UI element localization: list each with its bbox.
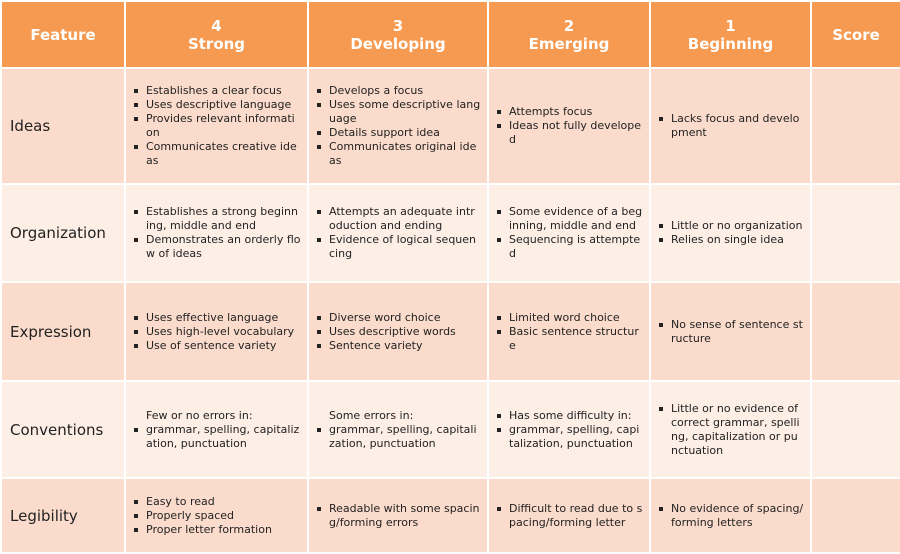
- criterion: Little or no evidence of correct grammar, spelling, capitalization or punctuation: [659, 402, 804, 458]
- level-name: Emerging: [528, 34, 610, 53]
- criterion: Relies on single idea: [659, 233, 804, 247]
- criterion: Difficult to read due to spacing/forming letter: [497, 502, 643, 530]
- criteria-cell: [125, 68, 308, 184]
- score-cell[interactable]: [811, 282, 900, 381]
- level-number: 2: [563, 16, 575, 35]
- criteria-cell: [125, 184, 308, 282]
- criterion: Easy to read: [134, 495, 301, 509]
- criterion-lead: Few or no errors in:: [146, 408, 253, 422]
- criteria-cell: [125, 381, 308, 478]
- criterion: Attempts an adequate introduction and ending: [317, 205, 481, 233]
- criteria-cell: [650, 184, 811, 282]
- criterion: Sequencing is attempted: [497, 233, 643, 261]
- criterion: Properly spaced: [134, 509, 301, 523]
- criterion: Basic sentence structure: [497, 325, 643, 353]
- criterion-lead: Some errors in:: [329, 408, 414, 422]
- criterion: Details support idea: [317, 126, 481, 140]
- level-name: Beginning: [687, 34, 774, 53]
- criterion: Attempts focus: [497, 105, 643, 119]
- criterion: Uses descriptive language: [134, 98, 301, 112]
- criterion: Uses some descriptive language: [317, 98, 481, 126]
- criterion: Limited word choice: [497, 311, 643, 325]
- feature-label: Ideas: [1, 68, 125, 184]
- criteria-cell: [308, 68, 488, 184]
- criteria-cell: [488, 478, 650, 553]
- rubric-row-conventions: [1, 381, 900, 478]
- criteria-cell: [650, 478, 811, 553]
- criterion: Some evidence of a beginning, middle and end: [497, 205, 643, 233]
- criteria-cell: [650, 381, 811, 478]
- criterion: Uses descriptive words: [317, 325, 481, 339]
- criterion: Lacks focus and development: [659, 112, 804, 140]
- criterion: Ideas not fully developed: [497, 119, 643, 147]
- score-cell[interactable]: [811, 381, 900, 478]
- rubric-row-legibility: [1, 478, 900, 553]
- rubric-row-organization: [1, 184, 900, 282]
- feature-label: Legibility: [1, 478, 125, 553]
- criterion: Develops a focus: [317, 84, 481, 98]
- criteria-cell: [308, 478, 488, 553]
- criteria-cell: [488, 184, 650, 282]
- criteria-cell: [125, 478, 308, 553]
- rubric-row-expression: [1, 282, 900, 381]
- criteria-cell: [308, 184, 488, 282]
- score-cell[interactable]: [811, 478, 900, 553]
- criterion: Demonstrates an orderly flow of ideas: [134, 233, 301, 261]
- criterion: Diverse word choice: [317, 311, 481, 325]
- feature-label: Conventions: [1, 381, 125, 478]
- criterion: No sense of sentence structure: [659, 318, 804, 346]
- level-header-1: [650, 1, 811, 68]
- feature-header: Feature: [1, 1, 125, 68]
- criteria-cell: [650, 282, 811, 381]
- criteria-cell: [125, 282, 308, 381]
- criterion: Use of sentence variety: [134, 339, 301, 353]
- criterion: No evidence of spacing/forming letters: [659, 502, 804, 530]
- level-header-3: [308, 1, 488, 68]
- level-number: 3: [392, 16, 404, 35]
- level-number: 1: [725, 16, 736, 35]
- criteria-cell: [308, 381, 488, 478]
- criteria-cell: [650, 68, 811, 184]
- header-row: [1, 1, 900, 68]
- level-name: Strong: [187, 34, 246, 53]
- criterion: Provides relevant information: [134, 112, 301, 140]
- criterion: Readable with some spacing/forming errors: [317, 502, 481, 530]
- criterion: Uses effective language: [134, 311, 301, 325]
- criteria-cell: [488, 381, 650, 478]
- criteria-cell: [488, 68, 650, 184]
- feature-label: Organization: [1, 184, 125, 282]
- criteria-cell: [308, 282, 488, 381]
- feature-label: Expression: [1, 282, 125, 381]
- level-name: Developing: [350, 34, 446, 53]
- rubric-row-ideas: [1, 68, 900, 184]
- criterion: grammar, spelling, capitalization, punctuation: [497, 423, 643, 451]
- criterion: Communicates original ideas: [317, 140, 481, 168]
- criterion: Evidence of logical sequencing: [317, 233, 481, 261]
- criterion: Uses high-level vocabulary: [134, 325, 301, 339]
- level-header-4: [125, 1, 308, 68]
- level-number: 4: [211, 16, 222, 35]
- level-header-2: [488, 1, 650, 68]
- criterion: Establishes a strong beginning, middle and end: [134, 205, 301, 233]
- score-cell[interactable]: [811, 68, 900, 184]
- criterion: Communicates creative ideas: [134, 140, 301, 168]
- criterion: Sentence variety: [317, 339, 481, 353]
- criteria-cell: [488, 282, 650, 381]
- criterion: Proper letter formation: [134, 523, 301, 537]
- score-cell[interactable]: [811, 184, 900, 282]
- score-header: Score: [811, 1, 900, 68]
- criterion: grammar, spelling, capitalization, punctuation: [317, 423, 481, 451]
- criterion: Has some difficulty in:: [497, 409, 643, 423]
- criterion: Establishes a clear focus: [134, 84, 301, 98]
- criterion: Little or no organization: [659, 219, 804, 233]
- criterion: grammar, spelling, capitalization, punctuation: [134, 423, 301, 451]
